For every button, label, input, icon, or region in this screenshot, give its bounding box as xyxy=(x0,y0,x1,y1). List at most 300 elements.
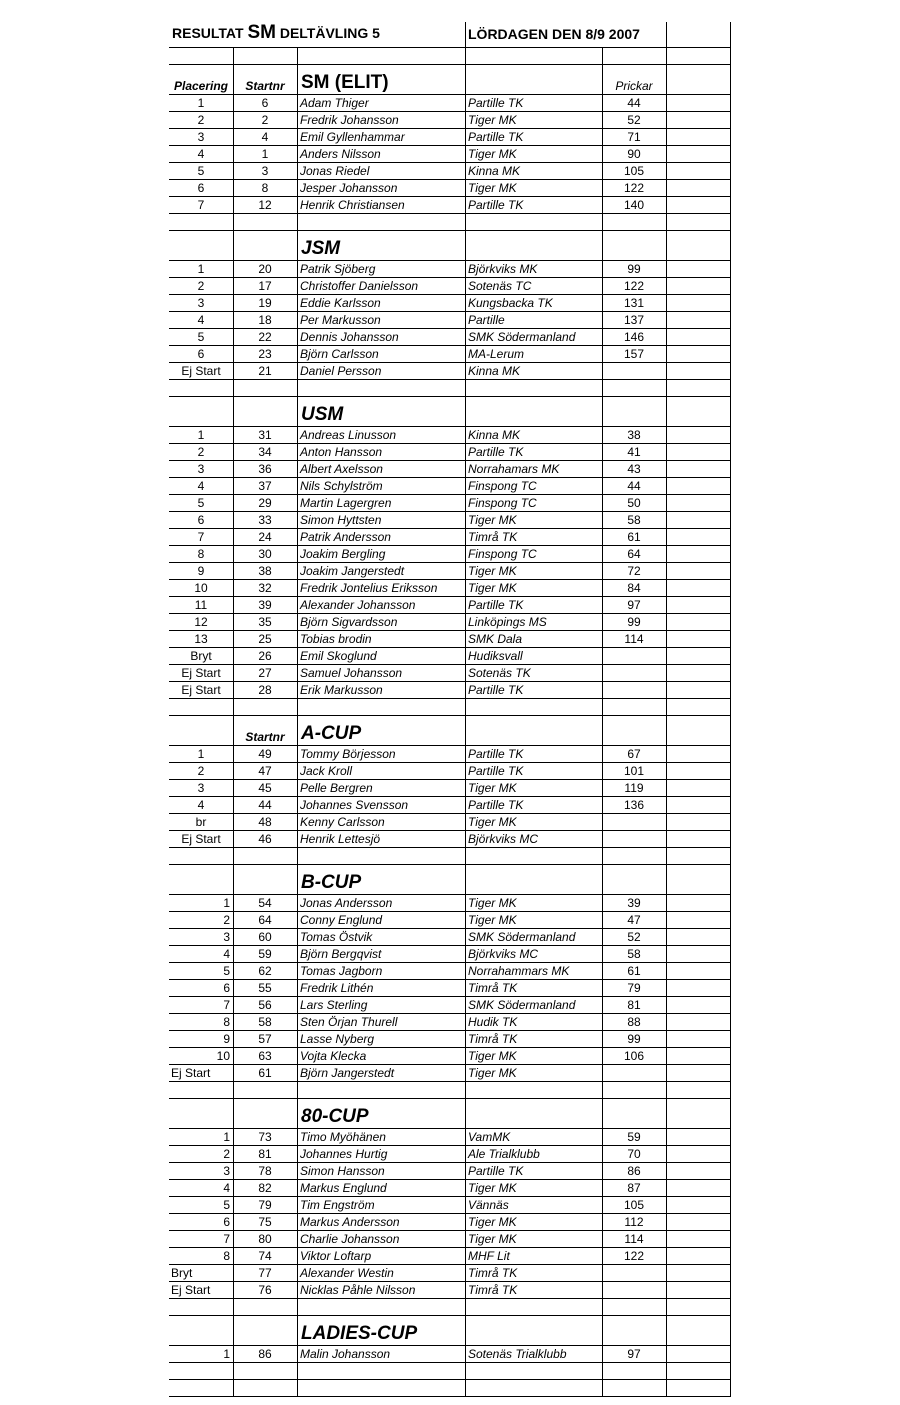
table-row xyxy=(169,146,731,163)
cell-col-5 xyxy=(602,1146,667,1162)
cell-col-5 xyxy=(602,648,667,664)
cell-col-5 xyxy=(602,461,667,477)
section-header-row xyxy=(169,865,731,895)
prickar-cell: 70 xyxy=(627,1147,641,1161)
cell-col-6 xyxy=(666,197,731,213)
club-name: Tiger MK xyxy=(468,181,517,195)
cell-col-4 xyxy=(465,848,603,864)
rider-name: Conny Englund xyxy=(300,913,383,927)
cell-col-5 xyxy=(602,1163,667,1179)
cell-col-5 xyxy=(602,631,667,647)
prickar-cell: 105 xyxy=(623,1198,645,1212)
cell-col-3 xyxy=(297,682,466,698)
cell-col-2 xyxy=(233,478,298,494)
cell-col-6 xyxy=(666,1282,731,1298)
rider-name: Alexander Johansson xyxy=(300,598,416,612)
club-name: Tiger MK xyxy=(468,1066,517,1080)
cell-col-3 xyxy=(297,48,466,64)
cell-col-1 xyxy=(169,346,234,362)
cell-col-4 xyxy=(465,1129,603,1145)
cell-col-5 xyxy=(602,546,667,562)
cell-col-3 xyxy=(297,746,466,762)
cell-col-4 xyxy=(465,865,603,894)
cell-col-4 xyxy=(465,716,603,745)
club-name: Timrå TK xyxy=(468,530,518,544)
cell-col-5 xyxy=(602,1014,667,1030)
cell-col-6 xyxy=(666,580,731,596)
cell-col-2 xyxy=(233,716,298,745)
startnr-cell: 57 xyxy=(258,1032,272,1046)
club-name: Tiger MK xyxy=(468,564,517,578)
placering-cell: 3 xyxy=(197,781,205,795)
placering-cell: 13 xyxy=(194,632,208,646)
cell-col-1 xyxy=(169,529,234,545)
startnr-cell: 31 xyxy=(258,428,272,442)
rider-name: Joakim Bergling xyxy=(300,547,386,561)
cell-col-5 xyxy=(602,397,667,426)
placering-cell: 2 xyxy=(223,913,230,927)
rider-name: Erik Markusson xyxy=(300,683,383,697)
cell-col-5 xyxy=(602,912,667,928)
startnr-cell: 37 xyxy=(258,479,272,493)
cell-col-6 xyxy=(666,1065,731,1081)
cell-col-6 xyxy=(666,797,731,813)
cell-col-4 xyxy=(465,180,603,196)
cell-col-2 xyxy=(233,912,298,928)
cell-col-6 xyxy=(666,895,731,911)
cell-col-4 xyxy=(465,163,603,179)
cell-col-4 xyxy=(465,1299,603,1315)
table-row xyxy=(169,129,731,146)
cell-col-3 xyxy=(297,1031,466,1047)
cell-col-2 xyxy=(233,614,298,630)
column-header-prickar: Prickar xyxy=(615,79,653,93)
placering-cell: 1 xyxy=(223,1347,230,1361)
cell-col-2 xyxy=(233,814,298,830)
cell-col-4 xyxy=(465,682,603,698)
club-name: Timrå TK xyxy=(468,1283,518,1297)
cell-col-1 xyxy=(169,197,234,213)
placering-cell: 9 xyxy=(197,564,205,578)
cell-col-6 xyxy=(666,146,731,162)
cell-col-4 xyxy=(465,1014,603,1030)
startnr-cell: 86 xyxy=(258,1347,272,1361)
rider-name: Tomas Östvik xyxy=(300,930,373,944)
rider-name: Christoffer Danielsson xyxy=(300,279,419,293)
cell-col-1 xyxy=(169,1163,234,1179)
cell-col-3 xyxy=(297,261,466,277)
cell-col-4 xyxy=(465,1065,603,1081)
cell-col-5 xyxy=(602,312,667,328)
cell-col-3 xyxy=(297,231,466,260)
table-row xyxy=(169,363,731,380)
placering-cell: 2 xyxy=(197,113,205,127)
cell-col-6 xyxy=(666,1099,731,1128)
club-name: Partille TK xyxy=(468,598,524,612)
club-name: Partille TK xyxy=(468,747,524,761)
table-row xyxy=(169,997,731,1014)
cell-col-6 xyxy=(666,716,731,745)
cell-col-4 xyxy=(465,1214,603,1230)
cell-col-5 xyxy=(602,1197,667,1213)
prickar-cell: 137 xyxy=(623,313,645,327)
cell-col-4 xyxy=(465,546,603,562)
cell-col-4 xyxy=(465,1265,603,1281)
cell-col-3 xyxy=(297,363,466,379)
table-row xyxy=(169,780,731,797)
club-name: Hudik TK xyxy=(468,1015,518,1029)
blank-row xyxy=(169,214,731,231)
cell-col-4 xyxy=(465,129,603,145)
cell-col-2 xyxy=(233,946,298,962)
cell-col-5 xyxy=(602,512,667,528)
startnr-cell: 64 xyxy=(258,913,272,927)
blank-row xyxy=(169,1082,731,1099)
cell-col-2 xyxy=(233,1180,298,1196)
table-row xyxy=(169,763,731,780)
placering-cell: 8 xyxy=(223,1015,230,1029)
cell-col-6 xyxy=(666,346,731,362)
prickar-cell: 81 xyxy=(627,998,641,1012)
table-row xyxy=(169,295,731,312)
cell-col-3 xyxy=(297,716,466,745)
startnr-cell: 48 xyxy=(258,815,272,829)
table-row xyxy=(169,597,731,614)
cell-col-6 xyxy=(666,699,731,715)
cell-col-5 xyxy=(602,495,667,511)
prickar-cell: 97 xyxy=(627,598,641,612)
cell-col-6 xyxy=(666,214,731,230)
cell-col-2 xyxy=(233,797,298,813)
section-title: USM xyxy=(301,404,344,425)
prickar-cell: 140 xyxy=(623,198,645,212)
table-row xyxy=(169,682,731,699)
prickar-cell: 88 xyxy=(627,1015,641,1029)
cell-col-6 xyxy=(666,444,731,460)
table-row xyxy=(169,278,731,295)
cell-col-2 xyxy=(233,546,298,562)
blank-row xyxy=(169,1299,731,1316)
cell-col-6 xyxy=(666,980,731,996)
blank-row xyxy=(169,1363,731,1380)
table-row xyxy=(169,1146,731,1163)
table-row xyxy=(169,1031,731,1048)
cell-col-1 xyxy=(169,1380,234,1396)
cell-col-5 xyxy=(602,180,667,196)
cell-col-1 xyxy=(169,397,234,426)
club-name: Björkviks MC xyxy=(468,832,539,846)
cell-col-4 xyxy=(465,95,603,111)
prickar-cell: 101 xyxy=(623,764,645,778)
cell-col-6 xyxy=(666,278,731,294)
cell-col-2 xyxy=(233,1099,298,1128)
table-row xyxy=(169,444,731,461)
cell-col-6 xyxy=(666,746,731,762)
placering-cell: 4 xyxy=(197,147,205,161)
table-row xyxy=(169,1014,731,1031)
club-name: Partille TK xyxy=(468,764,524,778)
prickar-cell: 119 xyxy=(624,781,644,795)
cell-col-5 xyxy=(602,380,667,396)
startnr-cell: 39 xyxy=(258,598,272,612)
startnr-cell: 74 xyxy=(258,1249,272,1263)
club-name: Tiger MK xyxy=(468,1215,517,1229)
rider-name: Samuel Johansson xyxy=(300,666,403,680)
cell-col-4 xyxy=(465,797,603,813)
cell-col-2 xyxy=(233,831,298,847)
cell-col-2 xyxy=(233,427,298,443)
cell-col-3 xyxy=(297,197,466,213)
prickar-cell: 41 xyxy=(627,445,641,459)
club-name: Sotenäs TK xyxy=(468,666,531,680)
cell-col-4 xyxy=(465,312,603,328)
startnr-cell: 28 xyxy=(258,683,272,697)
table-row xyxy=(169,912,731,929)
startnr-cell: 49 xyxy=(258,747,272,761)
club-name: Tiger MK xyxy=(468,513,517,527)
table-row xyxy=(169,746,731,763)
placering-cell: 6 xyxy=(197,513,205,527)
startnr-cell: 30 xyxy=(258,547,272,561)
placering-cell: Bryt xyxy=(190,649,212,663)
cell-col-1 xyxy=(169,1197,234,1213)
table-row xyxy=(169,478,731,495)
startnr-cell: 81 xyxy=(258,1147,272,1161)
cell-col-6 xyxy=(666,780,731,796)
rider-name: Per Markusson xyxy=(300,313,381,327)
startnr-cell: 12 xyxy=(258,198,272,212)
cell-col-6 xyxy=(666,1265,731,1281)
cell-col-1 xyxy=(169,295,234,311)
cell-col-6 xyxy=(666,95,731,111)
cell-col-5 xyxy=(602,865,667,894)
cell-col-5 xyxy=(602,1380,667,1396)
cell-col-6 xyxy=(666,1316,731,1345)
startnr-cell: 6 xyxy=(261,96,269,110)
rider-name: Simon Hansson xyxy=(300,1164,385,1178)
placering-cell: 7 xyxy=(197,198,205,212)
cell-col-1 xyxy=(169,912,234,928)
prickar-cell: 44 xyxy=(627,96,641,110)
rider-name: Patrik Sjöberg xyxy=(300,262,376,276)
cell-col-2 xyxy=(233,682,298,698)
table-row xyxy=(169,1346,731,1363)
table-row xyxy=(169,312,731,329)
cell-col-2 xyxy=(233,780,298,796)
table-row xyxy=(169,1065,731,1082)
cell-col-6 xyxy=(666,1129,731,1145)
cell-col-5 xyxy=(602,112,667,128)
cell-col-3 xyxy=(297,912,466,928)
cell-col-2 xyxy=(233,214,298,230)
table-row xyxy=(169,1282,731,1299)
startnr-cell: 44 xyxy=(258,798,272,812)
rider-name: Alexander Westin xyxy=(300,1266,394,1280)
cell-col-4 xyxy=(465,563,603,579)
prickar-cell: 43 xyxy=(627,462,641,476)
placering-cell: 8 xyxy=(223,1249,230,1263)
cell-col-4 xyxy=(465,1197,603,1213)
cell-col-2 xyxy=(233,1265,298,1281)
table-row xyxy=(169,665,731,682)
prickar-cell: 146 xyxy=(623,330,645,344)
cell-col-4 xyxy=(465,261,603,277)
placering-cell: 5 xyxy=(197,164,205,178)
startnr-cell: 75 xyxy=(258,1215,272,1229)
rider-name: Simon Hyttsten xyxy=(300,513,382,527)
cell-col-1 xyxy=(169,444,234,460)
cell-col-1 xyxy=(169,380,234,396)
cell-col-2 xyxy=(233,763,298,779)
table-row xyxy=(169,631,731,648)
startnr-cell: 60 xyxy=(258,930,272,944)
cell-col-1 xyxy=(169,278,234,294)
startnr-cell: 8 xyxy=(261,181,269,195)
club-name: Tiger MK xyxy=(468,113,517,127)
rider-name: Charlie Johansson xyxy=(300,1232,400,1246)
cell-col-3 xyxy=(297,997,466,1013)
table-row xyxy=(169,512,731,529)
cell-col-3 xyxy=(297,780,466,796)
prickar-cell: 59 xyxy=(627,1130,641,1144)
cell-col-4 xyxy=(465,1146,603,1162)
cell-col-6 xyxy=(666,1214,731,1230)
cell-col-3 xyxy=(297,1380,466,1396)
rider-name: Jack Kroll xyxy=(300,764,353,778)
cell-col-2 xyxy=(233,346,298,362)
cell-col-6 xyxy=(666,865,731,894)
startnr-cell: 1 xyxy=(261,147,269,161)
cell-col-5 xyxy=(602,746,667,762)
cell-col-3 xyxy=(297,1180,466,1196)
cell-col-3 xyxy=(297,529,466,545)
cell-col-6 xyxy=(666,231,731,260)
startnr-cell: 24 xyxy=(258,530,272,544)
cell-col-2 xyxy=(233,363,298,379)
cell-col-3 xyxy=(297,329,466,345)
cell-col-4 xyxy=(465,780,603,796)
prickar-cell: 87 xyxy=(627,1181,641,1195)
club-name: Timrå TK xyxy=(468,1032,518,1046)
table-row xyxy=(169,461,731,478)
prickar-cell: 84 xyxy=(627,581,641,595)
cell-col-1 xyxy=(169,163,234,179)
placering-cell: 8 xyxy=(197,547,205,561)
cell-col-4 xyxy=(465,597,603,613)
club-name: MA-Lerum xyxy=(468,347,525,361)
cell-col-6 xyxy=(666,363,731,379)
section-header-row xyxy=(169,1099,731,1129)
cell-col-3 xyxy=(297,597,466,613)
club-name: Partille TK xyxy=(468,798,524,812)
club-name: Tiger MK xyxy=(468,896,517,910)
rider-name: Johannes Hurtig xyxy=(300,1147,388,1161)
cell-col-4 xyxy=(465,65,603,94)
cell-col-3 xyxy=(297,444,466,460)
rider-name: Henrik Christiansen xyxy=(300,198,405,212)
rider-name: Dennis Johansson xyxy=(300,330,399,344)
placering-cell: 3 xyxy=(197,462,205,476)
table-row xyxy=(169,95,731,112)
startnr-cell: 2 xyxy=(261,113,269,127)
cell-col-1 xyxy=(169,1146,234,1162)
cell-col-1 xyxy=(169,95,234,111)
cell-col-1 xyxy=(169,665,234,681)
cell-col-2 xyxy=(233,997,298,1013)
cell-col-1 xyxy=(169,831,234,847)
placering-cell: 7 xyxy=(223,998,230,1012)
cell-col-6 xyxy=(666,65,731,94)
prickar-cell: 61 xyxy=(627,530,641,544)
table-row xyxy=(169,180,731,197)
cell-col-6 xyxy=(666,397,731,426)
placering-cell: 6 xyxy=(223,1215,230,1229)
cell-col-2 xyxy=(233,1231,298,1247)
cell-col-1 xyxy=(169,1299,234,1315)
cell-col-1 xyxy=(169,1082,234,1098)
cell-col-6 xyxy=(666,1163,731,1179)
startnr-cell: 55 xyxy=(258,981,272,995)
prickar-cell: 61 xyxy=(627,964,641,978)
cell-col-5 xyxy=(602,65,667,94)
table-row xyxy=(169,1214,731,1231)
cell-col-3 xyxy=(297,427,466,443)
cell-col-6 xyxy=(666,1380,731,1396)
cell-col-2 xyxy=(233,1380,298,1396)
cell-col-3 xyxy=(297,1282,466,1298)
cell-col-1 xyxy=(169,848,234,864)
cell-col-4 xyxy=(465,363,603,379)
cell-col-1 xyxy=(169,1346,234,1362)
club-name: Timrå TK xyxy=(468,1266,518,1280)
cell-col-3 xyxy=(297,1363,466,1379)
startnr-cell: 35 xyxy=(258,615,272,629)
startnr-cell: 25 xyxy=(258,632,272,646)
table-row xyxy=(169,980,731,997)
cell-col-2 xyxy=(233,180,298,196)
cell-col-1 xyxy=(169,682,234,698)
startnr-cell: 36 xyxy=(258,462,272,476)
cell-col-5 xyxy=(602,214,667,230)
rider-name: Martin Lagergren xyxy=(300,496,392,510)
prickar-cell: 99 xyxy=(627,262,641,276)
cell-col-6 xyxy=(666,112,731,128)
startnr-cell: 19 xyxy=(258,296,272,310)
cell-col-4 xyxy=(465,1248,603,1264)
cell-col-5 xyxy=(602,444,667,460)
cell-col-5 xyxy=(602,848,667,864)
cell-col-2 xyxy=(233,112,298,128)
column-header-startnr: Startnr xyxy=(245,79,285,93)
cell-col-3 xyxy=(297,129,466,145)
cell-col-1 xyxy=(169,814,234,830)
cell-col-1 xyxy=(169,563,234,579)
rider-name: Tomas Jagborn xyxy=(300,964,383,978)
placering-cell: Ej Start xyxy=(181,683,221,697)
prickar-cell: 90 xyxy=(627,147,641,161)
club-name: Sotenäs TC xyxy=(468,279,532,293)
cell-col-2 xyxy=(233,1082,298,1098)
cell-col-2 xyxy=(233,895,298,911)
cell-col-4 xyxy=(465,329,603,345)
cell-col-5 xyxy=(602,614,667,630)
placering-cell: 10 xyxy=(194,581,208,595)
cell-col-2 xyxy=(233,329,298,345)
header-divider xyxy=(465,22,466,48)
placering-cell: 1 xyxy=(197,262,205,276)
cell-col-4 xyxy=(465,912,603,928)
cell-col-3 xyxy=(297,146,466,162)
